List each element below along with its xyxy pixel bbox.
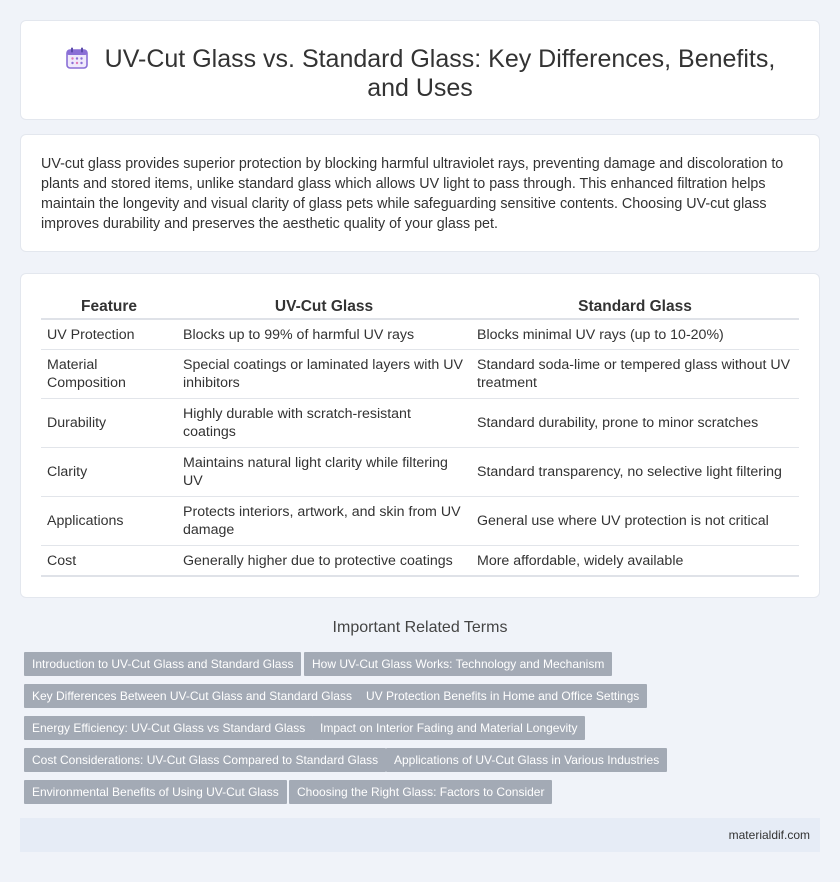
table-cell: Standard durability, prone to minor scratches xyxy=(471,399,799,448)
table-cell: Generally higher due to protective coatings xyxy=(177,546,471,577)
intro-paragraph: UV-cut glass provides superior protection by blocking harmful ultraviolet rays, preventing damage and discoloration to plants and stored items, unlike standard glass which allows UV light to pass through. This enhanced filtration helps maintain the longevity and visual clarity of glass pets while safeguarding sensitive contents. Choosing UV-cut glass improves durability and preserves the aesthetic quality of your glass pet. xyxy=(41,156,784,232)
related-term-tag[interactable]: How UV-Cut Glass Works: Technology and Mechanism xyxy=(304,652,612,676)
table-cell: Clarity xyxy=(41,448,177,497)
related-term-tag[interactable]: Key Differences Between UV-Cut Glass and Standard Glass xyxy=(24,684,360,708)
related-terms-title: Important Related Terms xyxy=(332,619,508,636)
table-cell: Blocks minimal UV rays (up to 10-20%) xyxy=(471,320,799,350)
table-row xyxy=(41,546,799,577)
table-cell: Highly durable with scratch-resistant coatings xyxy=(177,399,471,448)
page-title-wrap xyxy=(61,45,779,103)
related-term-tag[interactable]: Environmental Benefits of Using UV-Cut Glass xyxy=(24,780,287,804)
table-row xyxy=(41,320,799,350)
related-term-tag[interactable]: Impact on Interior Fading and Material Longevity xyxy=(312,716,585,740)
table-cell: Blocks up to 99% of harmful UV rays xyxy=(177,320,471,350)
column-header-uv-cut: UV-Cut Glass xyxy=(177,296,471,320)
related-term-tag[interactable]: UV Protection Benefits in Home and Office Settings xyxy=(358,684,647,708)
table-cell: Standard soda-lime or tempered glass without UV treatment xyxy=(471,350,799,399)
table-header-row xyxy=(41,296,799,320)
calendar-icon xyxy=(65,46,89,70)
column-header-standard: Standard Glass xyxy=(471,296,799,320)
table-row xyxy=(41,448,799,497)
table-cell: General use where UV protection is not critical xyxy=(471,497,799,546)
table-cell: Maintains natural light clarity while filtering UV xyxy=(177,448,471,497)
intro-card xyxy=(20,134,820,252)
table-cell: Cost xyxy=(41,546,177,577)
footer-site-link[interactable]: materialdif.com xyxy=(728,828,810,842)
related-term-tag[interactable]: Introduction to UV-Cut Glass and Standard Glass xyxy=(24,652,301,676)
header-card xyxy=(20,20,820,120)
related-term-tag[interactable]: Applications of UV-Cut Glass in Various Industries xyxy=(386,748,667,772)
page-title: UV-Cut Glass vs. Standard Glass: Key Differences, Benefits, and Uses xyxy=(104,45,776,102)
table-cell: Protects interiors, artwork, and skin from UV damage xyxy=(177,497,471,546)
table-cell: Special coatings or laminated layers with UV inhibitors xyxy=(177,350,471,399)
column-header-feature: Feature xyxy=(41,296,177,320)
footer xyxy=(20,818,820,852)
table-cell: Material Composition xyxy=(41,350,177,399)
table-cell: More affordable, widely available xyxy=(471,546,799,577)
table-row xyxy=(41,497,799,546)
related-term-tag[interactable]: Choosing the Right Glass: Factors to Consider xyxy=(289,780,552,804)
comparison-card xyxy=(20,273,820,598)
table-cell: Standard transparency, no selective light filtering xyxy=(471,448,799,497)
table-row xyxy=(41,399,799,448)
related-term-tag[interactable]: Cost Considerations: UV-Cut Glass Compared to Standard Glass xyxy=(24,748,386,772)
table-row xyxy=(41,350,799,399)
comparison-table xyxy=(41,296,799,577)
table-cell: Applications xyxy=(41,497,177,546)
related-term-tag[interactable]: Energy Efficiency: UV-Cut Glass vs Standard Glass xyxy=(24,716,313,740)
table-cell: Durability xyxy=(41,399,177,448)
table-cell: UV Protection xyxy=(41,320,177,350)
